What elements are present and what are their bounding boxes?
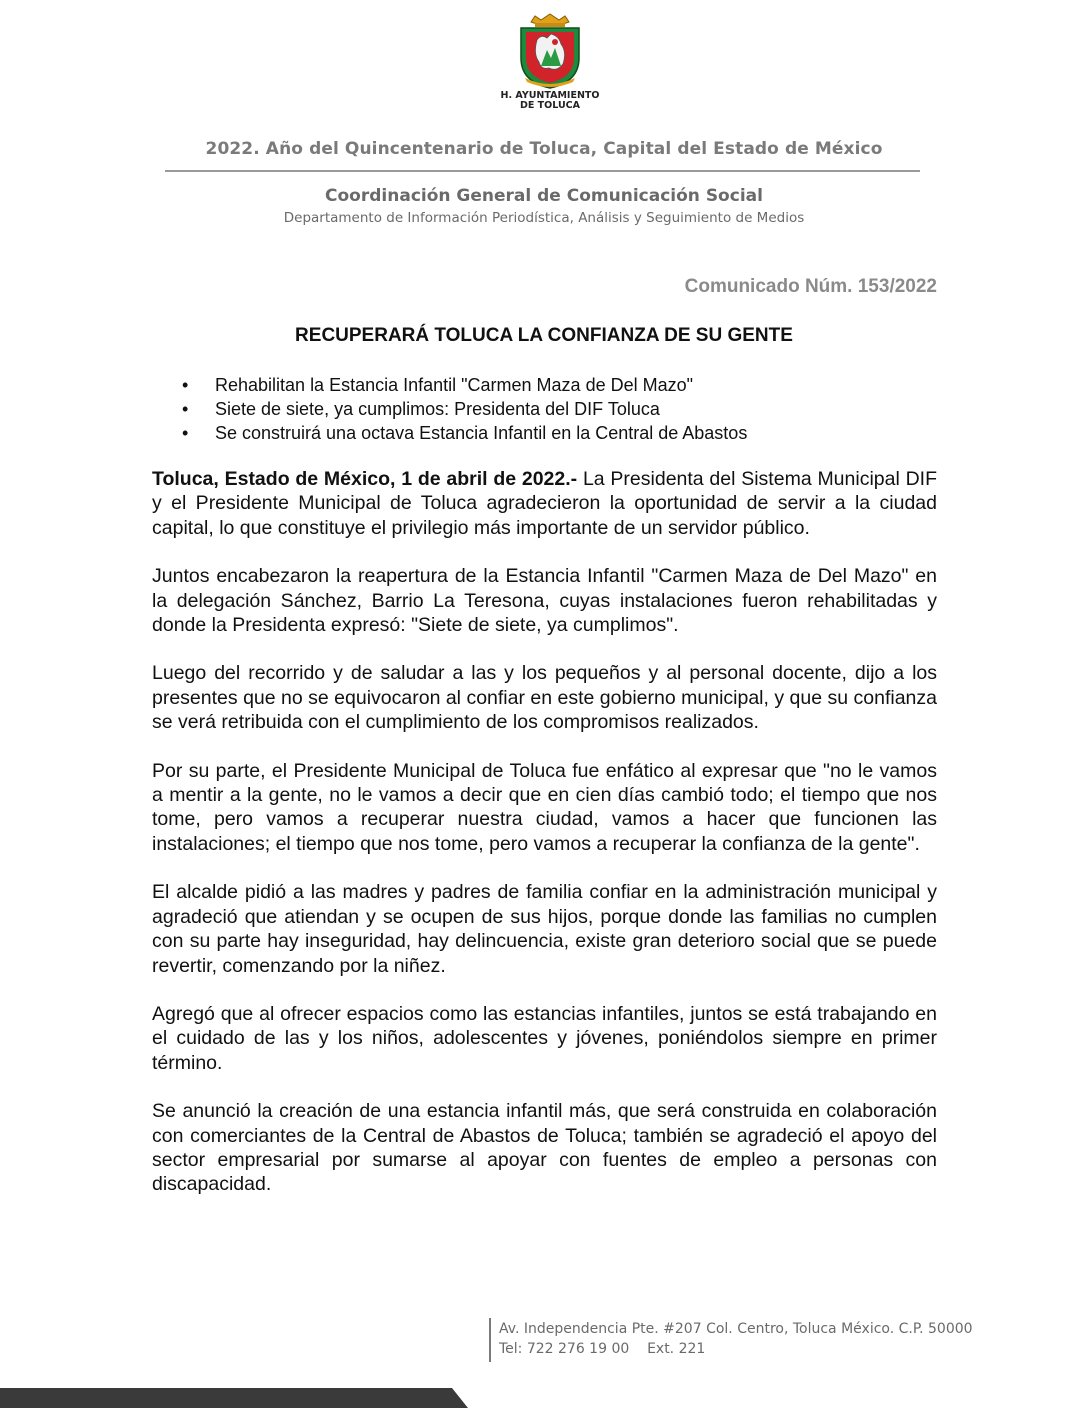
body-paragraph: Luego del recorrido y de saludar a las y los pequeños y al personal docente, dijo a los presentes que no se equivocaron al confiar en este gobierno municipal, y que su confianza se verá retribuida con el cumplimiento de los compromisos realizados. — [152, 662, 937, 734]
body-paragraph: Por su parte, el Presidente Municipal de Toluca fue enfático al expresar que "no le vamos a mentir a la gente, no le vamos a decir que en cien días cambió todo; el tiempo que nos tome, pero vamos a recuperar nuestra ciudad, vamos a hacer que funcionen las instalaciones; el tiempo que nos tome, pero vamos a recuperar la confianza de la gente". — [152, 759, 937, 855]
toluca-coat-of-arms-logo — [500, 12, 600, 120]
logo-caption: H. AYUNTAMIENTO DE TOLUCA — [500, 90, 600, 111]
summary-bullet: • Siete de siete, ya cumplimos: Presidenta del DIF Toluca — [152, 397, 952, 421]
footer-address: Av. Independencia Pte. #207 Col. Centro, Toluca México. C.P. 50000 — [499, 1321, 973, 1337]
release-body — [152, 467, 937, 1221]
release-headline: RECUPERARÁ TOLUCA LA CONFIANZA DE SU GENTE — [295, 325, 793, 346]
bottom-decorative-band — [0, 1388, 1088, 1408]
paragraph-text: La Presidenta del Sistema Municipal DIF y el Presidente Municipal de Toluca agradecieron la oportunidad de servir a la ciudad capital, lo que constituye el privilegio más importante de un servidor público. — [152, 468, 937, 539]
body-paragraph — [152, 467, 937, 540]
body-paragraph: Se anunció la creación de una estancia infantil más, que será construida en colaboración con comerciantes de la Central de Abastos de Toluca; también se agradeció el apoyo del sector empresarial por sumarse al apoyar con fuentes de empleo a personas con discapacidad. — [152, 1100, 937, 1196]
summary-bullet-list — [152, 373, 952, 445]
coat-of-arms-icon — [511, 12, 589, 90]
header-divider — [165, 170, 920, 172]
footer-phone: Tel: 722 276 19 00 Ext. 221 — [499, 1341, 706, 1357]
body-paragraph: Agregó que al ofrecer espacios como las estancias infantiles, juntos se está trabajando en el cuidado de las y los niños, adolescentes y jóvenes, poniéndolos siempre en primer término. — [152, 1002, 937, 1074]
body-paragraph: El alcalde pidió a las madres y padres de familia confiar en la administración municipal y agradeció que atiendan y se ocupen de sus hijos, porque donde las familias no cumplen con su parte hay inseguridad, hay delincuencia, existe gran deterioro social que se puede revertir, comenzando por la niñez. — [152, 881, 937, 977]
footer-divider — [489, 1318, 491, 1362]
release-number: Comunicado Núm. 153/2022 — [684, 276, 937, 297]
summary-bullet: • Rehabilitan la Estancia Infantil "Carmen Maza de Del Mazo" — [152, 373, 952, 397]
dateline: Toluca, Estado de México, 1 de abril de 2022.- — [152, 468, 578, 490]
summary-bullet: • Se construirá una octava Estancia Infantil en la Central de Abastos — [152, 421, 952, 445]
body-paragraph: Juntos encabezaron la reapertura de la Estancia Infantil "Carmen Maza de Del Mazo" en la delegación Sánchez, Barrio La Teresona, cuyas instalaciones fueron rehabilitadas y donde la Presidenta expresó: "Siete de siete, ya cumplimos". — [152, 565, 937, 637]
department-subtitle: Departamento de Información Periodística, Análisis y Seguimiento de Medios — [283, 210, 805, 226]
coordination-title: Coordinación General de Comunicación Social — [325, 186, 763, 206]
year-motto: 2022. Año del Quincentenario de Toluca, Capital del Estado de México — [205, 139, 883, 159]
